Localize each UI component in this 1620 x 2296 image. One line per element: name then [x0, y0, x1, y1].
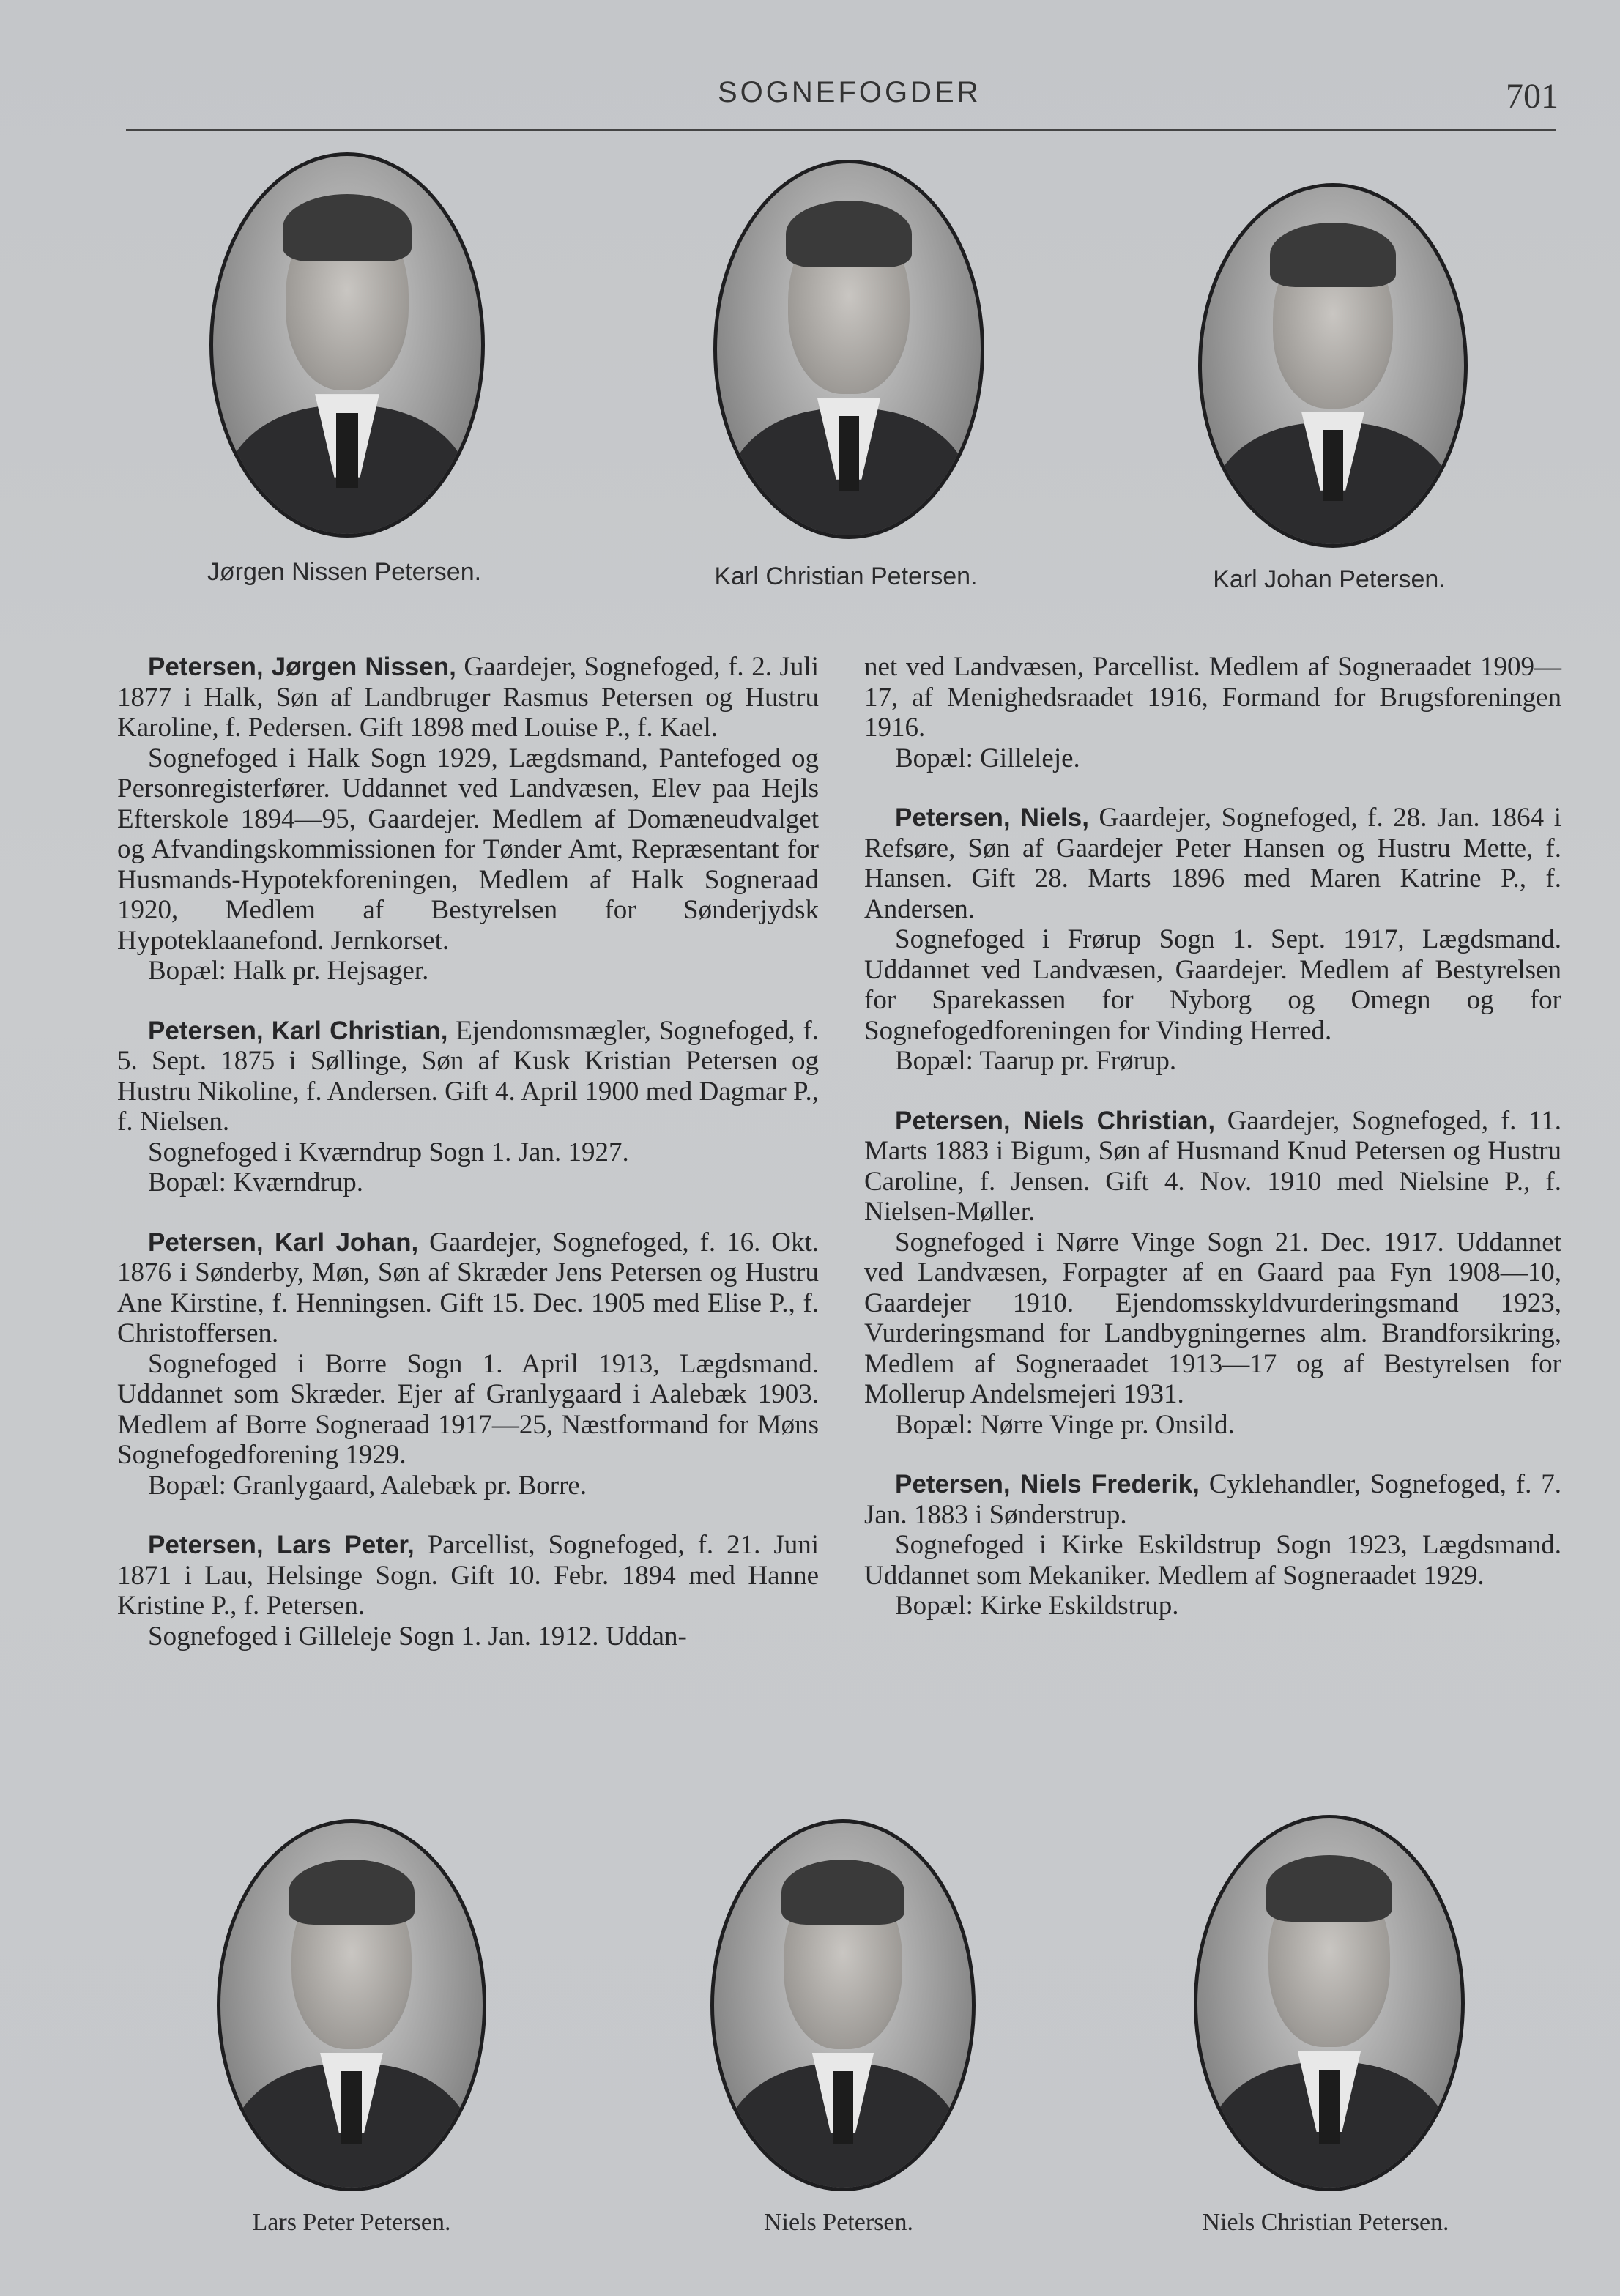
entry-residence: Bopæl: Gilleleje.	[895, 743, 1080, 773]
entry-residence: Bopæl: Halk pr. Hejsager.	[148, 956, 429, 986]
portrait-caption: Karl Christian Petersen.	[714, 562, 978, 590]
entry-career: Sognefoged i Gilleleje Sogn 1. Jan. 1912. Uddan-	[148, 1621, 687, 1652]
entry-residence: Bopæl: Kirke Eskildstrup.	[895, 1591, 1179, 1621]
entry-career: Sognefoged i Halk Sogn 1929, Lægdsmand, Pantefoged og Personregisterfører. Uddannet ved Landvæsen, Elev paa Hejls Efterskole 1894—95, Gaardejer. Medlem af Domæneudvalget og Afvandingskommissionen for Tønder Amt, Repræsentant for Husmands-Hypotekforeningen, Medlem af Halk Sogneraad 1920, Medlem af Bestyrelsen for Sønderjydsk Hypoteklaanefond. Jernkorset.	[117, 743, 819, 956]
text-column-right	[864, 652, 1561, 1621]
running-header: SOGNEFOGDER	[718, 76, 981, 108]
portrait-niels-christian-petersen	[1194, 1815, 1465, 2191]
entry-name: Petersen, Lars Peter,	[148, 1531, 415, 1559]
portrait-lars-peter-petersen	[217, 1819, 486, 2191]
portrait-caption: Lars Peter Petersen.	[252, 2209, 451, 2236]
portrait-karl-christian-petersen	[713, 160, 984, 539]
header-rule	[126, 129, 1556, 131]
entry-career: Sognefoged i Kirke Eskildstrup Sogn 1923, Lægdsmand. Uddannet som Mekaniker. Medlem af Sogneraadet 1929.	[864, 1530, 1561, 1591]
entry-name: Petersen, Karl Christian,	[148, 1016, 448, 1045]
portrait-jorgen-nissen-petersen	[209, 152, 485, 538]
page-number: 701	[1506, 77, 1558, 116]
portrait-caption: Niels Petersen.	[764, 2209, 913, 2236]
entry-residence: Bopæl: Granlygaard, Aalebæk pr. Borre.	[148, 1470, 587, 1501]
entry-intro: Petersen, Niels Frederik, Cyklehandler, Sognefoged, f. 7. Jan. 1883 i Sønderstrup.	[864, 1469, 1561, 1530]
entry-name: Petersen, Niels,	[895, 803, 1089, 832]
entry-residence: Bopæl: Taarup pr. Frørup.	[895, 1046, 1177, 1076]
entry-intro: Petersen, Jørgen Nissen, Gaardejer, Sognefoged, f. 2. Juli 1877 i Halk, Søn af Landbruger Rasmus Petersen og Hustru Karoline, f. Pedersen. Gift 1898 med Louise P., f. Kael.	[117, 652, 819, 743]
portrait-niels-petersen	[710, 1819, 976, 2191]
entry-intro: Petersen, Karl Johan, Gaardejer, Sognefoged, f. 16. Okt. 1876 i Sønderby, Møn, Søn af Skræder Jens Petersen og Hustru Ane Kirstine, f. Henningsen. Gift 15. Dec. 1905 med Elise P., f. Christoffersen.	[117, 1227, 819, 1348]
portrait-karl-johan-petersen	[1198, 183, 1468, 548]
portrait-caption: Karl Johan Petersen.	[1213, 565, 1446, 593]
entry-continuation: net ved Landvæsen, Parcellist. Medlem af Sogneraadet 1909—17, af Menighedsraadet 1916, Formand for Brugsforeningen 1916.	[864, 652, 1561, 743]
portrait-caption: Jørgen Nissen Petersen.	[207, 558, 482, 586]
entry-name: Petersen, Karl Johan,	[148, 1227, 419, 1257]
entry-career: Sognefoged i Kværndrup Sogn 1. Jan. 1927.	[148, 1137, 629, 1167]
entry-intro: Petersen, Lars Peter, Parcellist, Sognefoged, f. 21. Juni 1871 i Lau, Helsinge Sogn. Gift 10. Febr. 1894 med Hanne Kristine P., f. Petersen.	[117, 1530, 819, 1621]
entry-name: Petersen, Jørgen Nissen,	[148, 653, 456, 681]
entry-residence: Bopæl: Nørre Vinge pr. Onsild.	[895, 1409, 1235, 1440]
entry-name: Petersen, Niels Christian,	[895, 1106, 1216, 1135]
entry-intro: Petersen, Niels, Gaardejer, Sognefoged, f. 28. Jan. 1864 i Refsøre, Søn af Gaardejer Peter Hansen og Hustru Mette, f. Hansen. Gift 28. Marts 1896 med Maren Katrine P., f. Andersen.	[864, 803, 1561, 924]
text-column-left	[117, 652, 819, 1652]
entry-intro: Petersen, Karl Christian, Ejendomsmægler, Sognefoged, f. 5. Sept. 1875 i Søllinge, Søn af Kusk Kristian Petersen og Hustru Nikoline, f. Andersen. Gift 4. April 1900 med Dagmar P., f. Nielsen.	[117, 1015, 819, 1137]
entry-career: Sognefoged i Borre Sogn 1. April 1913, Lægdsmand. Uddannet som Skræder. Ejer af Granlygaard i Aalebæk 1903. Medlem af Borre Sogneraad 1917—25, Næstformand for Møns Sognefogedforening 1929.	[117, 1348, 819, 1470]
entry-intro: Petersen, Niels Christian, Gaardejer, Sognefoged, f. 11. Marts 1883 i Bigum, Søn af Husmand Knud Petersen og Hustru Caroline, f. Jensen. Gift 4. Nov. 1910 med Nielsine P., f. Nielsen-Møller.	[864, 1105, 1562, 1227]
entry-residence: Bopæl: Kværndrup.	[148, 1167, 363, 1197]
portrait-caption: Niels Christian Petersen.	[1202, 2209, 1449, 2236]
entry-name: Petersen, Niels Frederik,	[895, 1470, 1200, 1498]
entry-career: Sognefoged i Nørre Vinge Sogn 21. Dec. 1917. Uddannet ved Landvæsen, Forpagter af en Gaard paa Fyn 1908—10, Gaardejer 1910. Ejendomsskyldvurderingsmand 1923, Vurderingsmand for Landbygningernes alm. Brandforsikring, Medlem af Sogneraadet 1913—17 og af Bestyrelsen for Mollerup Andelsmejeri 1931.	[864, 1227, 1561, 1409]
entry-career: Sognefoged i Frørup Sogn 1. Sept. 1917, Lægdsmand. Uddannet ved Landvæsen, Gaardejer. Medlem af Bestyrelsen for Sparekassen for Nyborg og Omegn og for Sognefogedforeningen for Vinding Herred.	[864, 924, 1561, 1046]
